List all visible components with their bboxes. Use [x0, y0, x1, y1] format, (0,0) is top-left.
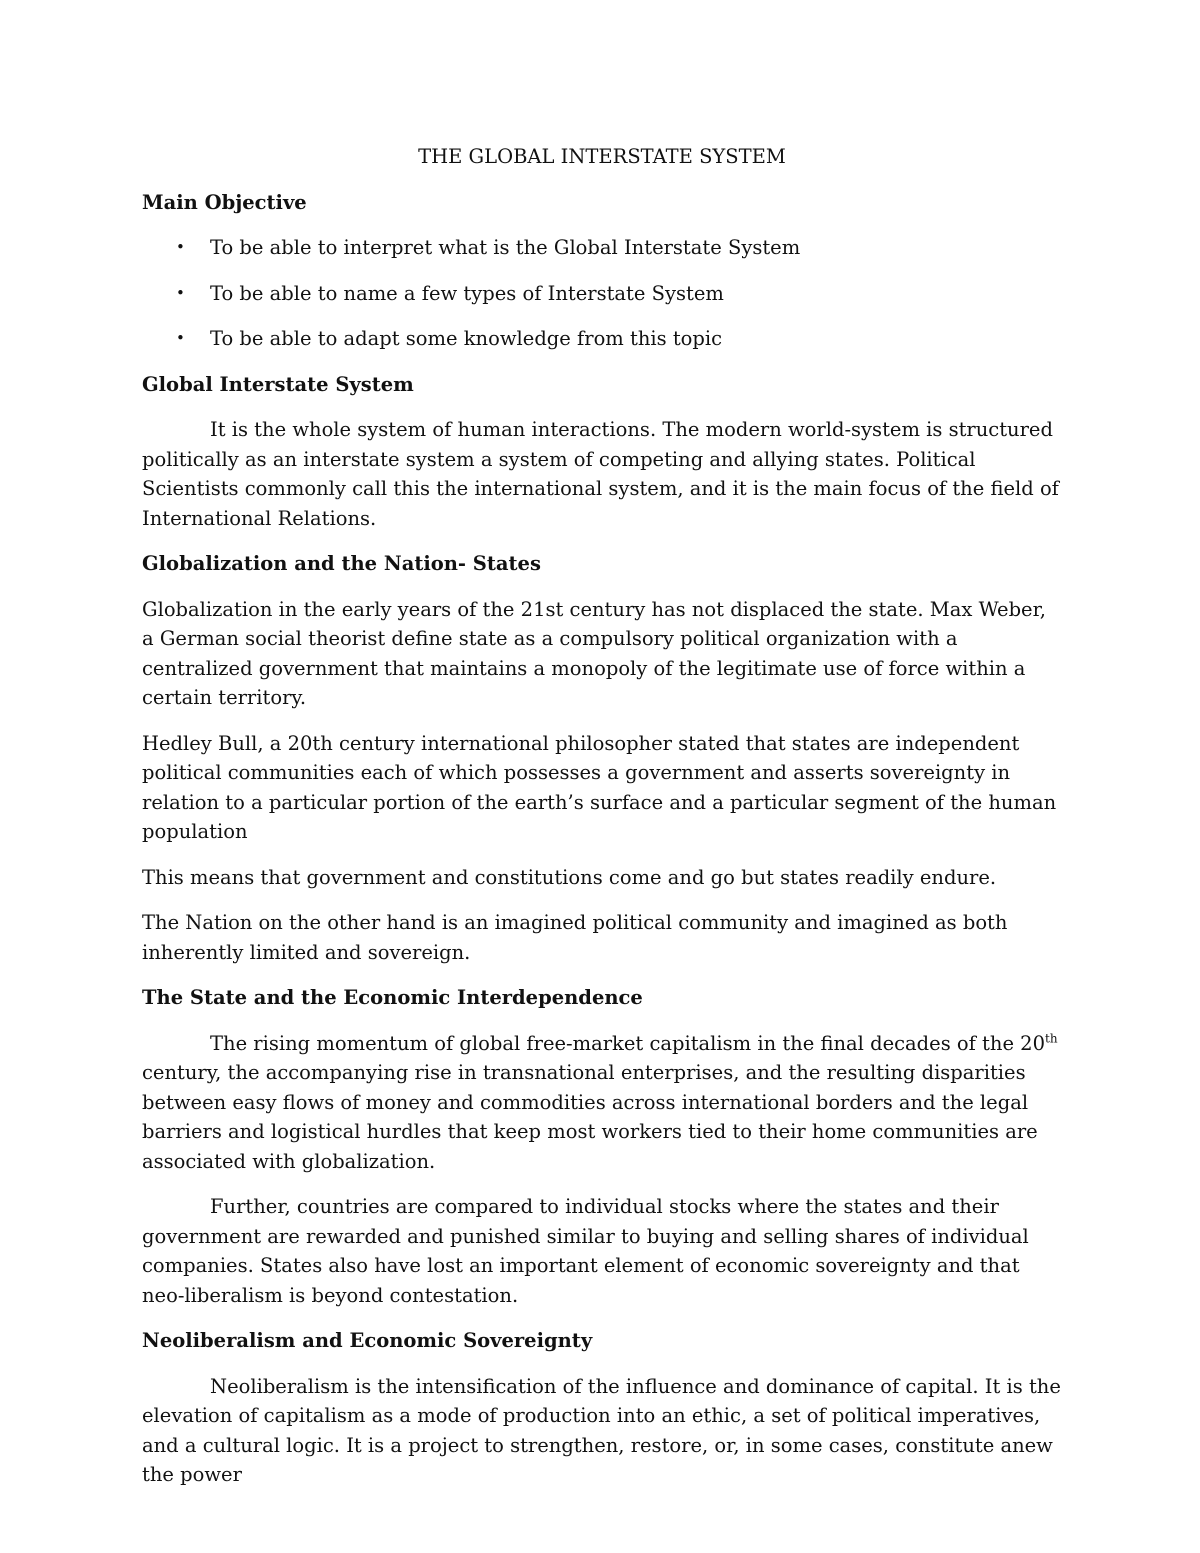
objective-text: To be able to interpret what is the Global Interstate System — [210, 236, 801, 259]
objective-text: To be able to adapt some knowledge from this topic — [210, 327, 723, 350]
heading-globalization-nation-states: Globalization and the Nation- States — [142, 552, 541, 575]
paragraph: Hedley Bull, a 20th century international philosopher stated that states are independent political communities each of which possesses a government and asserts sovereignty in relation to a particular portion of the earth’s surface and a particular segment of the human population — [142, 731, 1057, 843]
bullet-icon: • — [176, 238, 185, 256]
list-item — [142, 279, 1062, 309]
paragraph: Neoliberalism is the intensification of the influence and dominance of capital. It is the elevation of capitalism as a mode of production into an ethic, a set of political imperatives, and a cultural logic. It is a project to strengthen, restore, or, in some cases, constitute anew the power — [142, 1374, 1061, 1486]
document-title: THE GLOBAL INTERSTATE SYSTEM — [418, 145, 786, 168]
bullet-icon: • — [176, 329, 185, 347]
objective-text: To be able to name a few types of Interstate System — [210, 281, 724, 305]
list-item — [142, 324, 1062, 354]
list-item — [142, 233, 1062, 263]
bullet-icon: • — [176, 283, 185, 302]
paragraph — [142, 1029, 1062, 1177]
paragraph: Further, countries are compared to individual stocks where the states and their government are rewarded and punished similar to buying and selling shares of individual companies. States also have lost an important element of economic sovereignty and that neo-liberalism is beyond contestation. — [142, 1195, 1029, 1307]
paragraph-text: The rising momentum of global free-market capitalism in the final decades of the 20 — [210, 1031, 1045, 1055]
objective-list — [142, 233, 1062, 354]
paragraph: It is the whole system of human interactions. The modern world-system is structured politically as an interstate system a system of competing and allying states. Political Scientists commonly call this the international system, and it is the main focus of the field of International Relations. — [142, 418, 1059, 530]
heading-main-objective: Main Objective — [142, 190, 307, 214]
document-body — [142, 142, 1062, 1506]
heading-state-economic-interdependence: The State and the Economic Interdependence — [142, 986, 643, 1009]
heading-neoliberalism-economic-sovereignty: Neoliberalism and Economic Sovereignty — [142, 1329, 593, 1352]
heading-global-interstate-system: Global Interstate System — [142, 372, 414, 396]
paragraph-text: century, the accompanying rise in transnational enterprises, and the resulting disparities between easy flows of money and commodities across international borders and the legal barriers and logistical hurdles that keep most workers tied to their home communities are associated with globalization. — [142, 1061, 1038, 1173]
paragraph: This means that government and constitutions come and go but states readily endure. — [142, 865, 997, 889]
paragraph: The Nation on the other hand is an imagined political community and imagined as both inherently limited and sovereign. — [142, 911, 1008, 964]
paragraph: Globalization in the early years of the 21st century has not displaced the state. Max Weber, a German social theorist define state as a compulsory political organization with a centralized government that maintains a monopoly of the legitimate use of force within a certain territory. — [142, 597, 1046, 709]
superscript: th — [1045, 1031, 1058, 1045]
